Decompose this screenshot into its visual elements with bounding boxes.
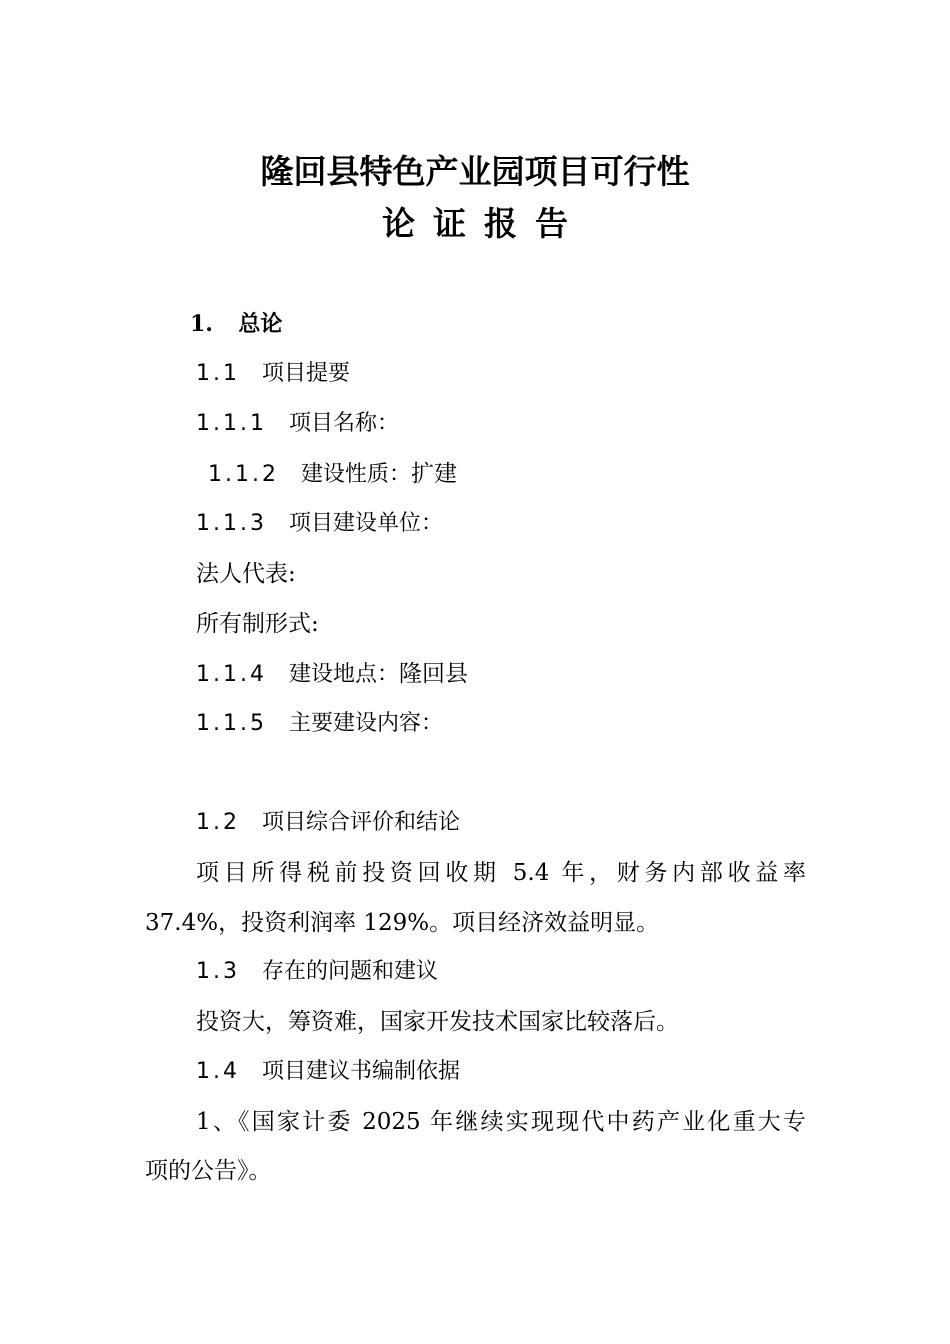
section-1-1-3-label: 项目建设单位： <box>288 511 443 536</box>
section-1-heading <box>190 309 282 339</box>
ownership-form-label: 所有制形式: <box>196 611 319 637</box>
legal-representative-label: 法人代表: <box>196 561 296 587</box>
section-1-1-1-number: 1.1.1 <box>196 411 267 436</box>
section-1-4-number: 1.4 <box>196 1059 240 1084</box>
section-1-1-5-number: 1.1.5 <box>196 711 267 736</box>
section-1-1-1-label: 项目名称： <box>288 411 399 436</box>
section-1-1-4-heading <box>196 659 468 690</box>
section-1-1-1-heading <box>196 409 399 439</box>
section-1-1-2-value: 扩建 <box>411 461 457 487</box>
document-title-line1: 隆回县特色产业园项目可行性 <box>260 152 690 191</box>
document-title-line2: 论证报告 <box>382 204 586 243</box>
section-1-1-5-heading <box>196 709 443 739</box>
section-1-1-4-label: 建设地点： <box>288 662 399 687</box>
section-1-2-label: 项目综合评价和结论 <box>262 810 461 835</box>
section-1-1-3-number: 1.1.3 <box>196 511 267 536</box>
section-1-3-number: 1.3 <box>196 959 240 984</box>
section-1-2-paragraph-line2: 37.4%，投资利润率 129%。项目经济效益明显。 <box>145 910 660 936</box>
section-1-1-5-label: 主要建设内容： <box>288 711 443 736</box>
section-1-2-paragraph-line1: 项目所得税前投资回收期 5.4 年，财务内部收益率 <box>196 860 806 886</box>
section-1-1-heading <box>196 359 350 389</box>
section-1-1-4-value: 隆回县 <box>399 661 468 687</box>
section-1-2-number: 1.2 <box>196 810 240 835</box>
section-1-3-paragraph: 投资大，筹资难，国家开发技术国家比较落后。 <box>196 1009 679 1035</box>
section-1-2-heading <box>196 808 460 838</box>
section-1-1-3-heading <box>196 509 443 539</box>
section-1-3-label: 存在的问题和建议 <box>262 959 439 984</box>
section-1-4-label: 项目建议书编制依据 <box>262 1059 461 1084</box>
section-1-1-number: 1.1 <box>196 361 240 386</box>
section-1-label: 总论 <box>238 311 283 337</box>
section-1-1-2-number: 1.1.2 <box>208 462 279 487</box>
section-1-1-4-number: 1.1.4 <box>196 662 267 687</box>
section-1-1-2-heading <box>208 459 457 490</box>
section-1-4-item1-line2: 项的公告》。 <box>145 1158 272 1184</box>
section-1-1-label: 项目提要 <box>262 361 351 386</box>
section-1-3-heading <box>196 957 438 987</box>
section-1-number: 1. <box>190 311 213 337</box>
section-1-4-item1-line1: 1、《国家计委 2025 年继续实现现代中药产业化重大专 <box>196 1109 806 1135</box>
section-1-4-heading <box>196 1057 460 1087</box>
section-1-1-2-label: 建设性质： <box>300 462 411 487</box>
